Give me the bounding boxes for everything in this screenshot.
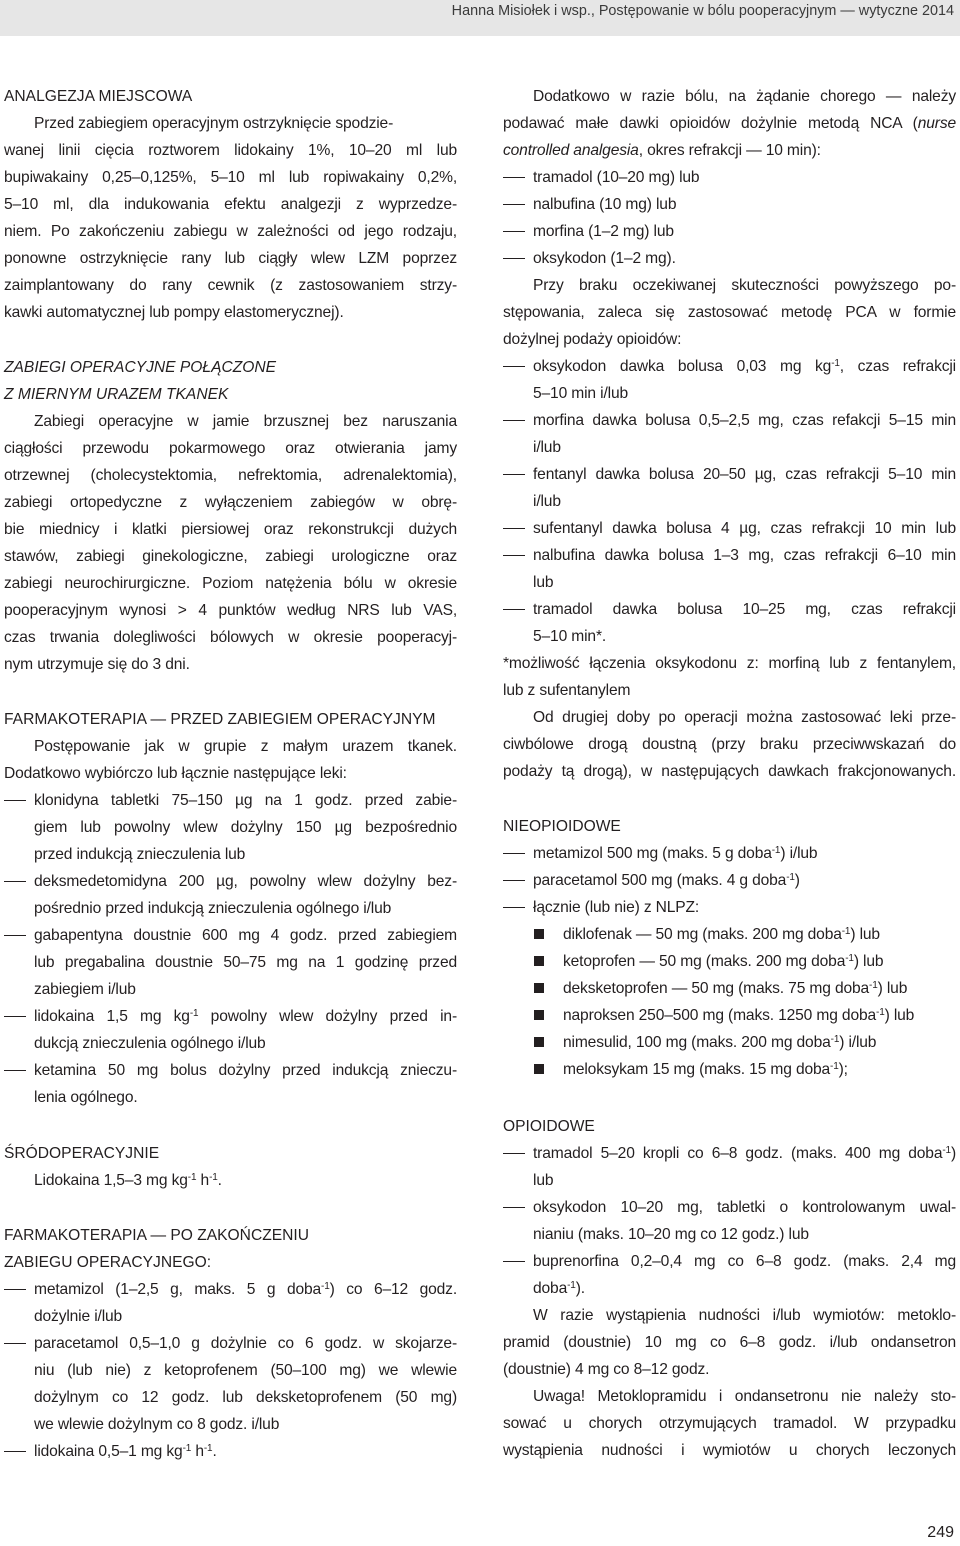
line-text: nalbufina dawka bolusa 1–3 mg, czas refrakcji 6–10 min [533,547,956,564]
line-text: i/lub [533,439,561,456]
superscript: -1 [203,1443,213,1454]
line-text: Przy braku oczekiwanej skuteczności powyższego po- [533,277,956,294]
line-text: ) [794,872,800,889]
line-text: i/lub [533,493,561,510]
dash-list-item [503,218,956,245]
dash-list-item [503,1140,956,1167]
text-line [503,1329,956,1356]
line-text: ciągłości przewodu pokarmowego oraz otwierania jamy [4,440,457,457]
line-text: zabiegiem i/lub [34,981,136,998]
em-dash-bullet-icon [4,1289,26,1290]
text-line [503,137,956,164]
superscript: -1 [876,1007,885,1018]
square-bullet-item [503,1056,956,1083]
text-line [503,272,956,299]
text-line [4,1384,457,1411]
line-text: nym utrzymuje się do 3 dni. [4,656,190,673]
line-text: pośrednio przed indukcją znieczulenia ogólnego i/lub [34,900,392,917]
section-heading [4,1222,457,1249]
square-bullet-icon [534,1037,544,1047]
line-text: ) lub [853,953,884,970]
line-text: ANALGEZJA MIEJSCOWA [4,88,193,105]
section-heading [4,1249,457,1276]
section-heading [4,381,457,408]
line-text: ciwbólowe drogą doustną (przy braku przeciwwskazań do [503,736,956,753]
text-line [4,245,457,272]
line-text: giem lub powolny wlew dożylny 150 µg bezpośrednio [34,819,457,836]
text-line [4,1030,457,1057]
dash-list-item [4,1438,457,1465]
dash-list-item [4,868,457,895]
line-text: ) [950,1145,956,1162]
text-line [503,299,956,326]
line-text: podawać małe dawki opioidów dożylnie metodą NCA ( [503,115,918,132]
line-text: ) i/lub [780,845,818,862]
text-line [503,1167,956,1194]
line-text: Przed zabiegiem operacyjnym ostrzyknięcie spodzie- [34,115,394,132]
em-dash-bullet-icon [503,420,525,421]
dash-list-item [503,596,956,623]
dash-list-item [503,867,956,894]
line-text: nalbufina (10 mg) lub [533,196,677,213]
section-heading [4,354,457,381]
line-text: ŚRÓDOPERACYJNIE [4,1145,160,1162]
em-dash-bullet-icon [4,1070,26,1071]
dash-list-item [4,1003,457,1030]
line-text: nianiu (maks. 10–20 mg co 12 godz.) lub [533,1226,809,1243]
square-bullet-icon [534,1064,544,1074]
line-text: FARMAKOTERAPIA — PO ZAKOŃCZENIU [4,1227,309,1244]
superscript: -1 [182,1443,192,1454]
superscript: -1 [321,1281,330,1292]
superscript: -1 [830,1034,840,1045]
line-text: ) lub [884,1007,915,1024]
line-text: meloksykam 15 mg (maks. 15 mg doba [563,1061,831,1078]
text-line [503,1410,956,1437]
dash-list-item [503,245,956,272]
dash-list-item [503,515,956,542]
line-text: W razie wystąpienia nudności i/lub wymiotów: metoklo- [533,1307,956,1324]
superscript: -1 [831,358,840,369]
text-line [4,597,457,624]
line-text: paracetamol 0,5–1,0 g dożylnie co 6 godz. w skojarze- [34,1335,457,1352]
text-line [4,1411,457,1438]
line-text: nimesulid, 100 mg (maks. 200 mg doba [563,1034,831,1051]
em-dash-bullet-icon [503,231,525,232]
running-header [0,0,960,36]
text-line [4,435,457,462]
text-line [503,1221,956,1248]
line-text: ketamina 50 mg bolus dożylny przed indukcją znieczu- [34,1062,457,1079]
line-text: dożylnym co 12 godz. lub deksketoprofenem (50 mg) [34,1389,457,1406]
text-line [503,1302,956,1329]
line-text: wystąpienia nudności i wymiotów u chorych leczonych [503,1442,956,1459]
text-line [4,408,457,435]
dash-list-item [503,542,956,569]
line-text: powolny wlew dożylny przed in- [198,1008,457,1025]
line-text: ); [838,1061,848,1078]
em-dash-bullet-icon [4,1451,26,1452]
line-text: ) co 6–12 godz. [329,1281,458,1298]
line-text: 5–10 min*. [533,628,607,645]
text-line [4,733,457,760]
text-line [4,137,457,164]
line-text: Dodatkowo w razie bólu, na żądanie chorego — należy [533,88,956,105]
line-text: dukcją znieczulenia ogólnego i/lub [34,1035,266,1052]
line-text: zabiegi neurochirurgiczne. Poziom natężenia bólu w okresie [4,575,457,592]
text-line [503,83,956,110]
line-text: lidokaina 0,5–1 mg kg [34,1443,183,1460]
line-text: otrzewnej (cholecystektomia, nefrektomia, adrenalektomia), [4,467,457,484]
line-text: Postępowanie jak w grupie z małym urazem tkanek. [34,738,457,755]
square-bullet-item [503,1002,956,1029]
line-text: ) lub [850,926,880,943]
superscript: -1 [942,1145,951,1156]
line-text: ZABIEGU OPERACYJNEGO: [4,1254,212,1271]
text-line [503,704,956,731]
section-heading [503,1113,956,1140]
em-dash-bullet-icon [4,881,26,882]
em-dash-bullet-icon [503,853,525,854]
section-heading [4,83,457,110]
line-text: kawki automatycznej lub pompy elastomerycznej). [4,304,344,321]
superscript: -1 [845,953,854,964]
line-text: wanej linii cięcia roztworem lidokainy 1%, 10–20 ml lub [4,142,457,159]
line-text: lub pregabalina doustnie 50–75 mg na 1 godzinę przed [34,954,457,971]
line-text: 5–10 ml, dla indukowania efektu analgezji z wyprzedze- [4,196,457,213]
text-line [503,1437,956,1464]
line-text: tramadol (10–20 mg) lub [533,169,700,186]
text-line [503,650,956,677]
text-line [503,110,956,137]
dash-list-item [4,787,457,814]
line-text: zabiegi ortopedyczne z wyłączeniem zabiegów w obrę- [4,494,457,511]
dash-list-item [503,1194,956,1221]
line-text: stawów, zabiegi ginekologiczne, zabiegi urologiczne oraz [4,548,457,565]
line-text: FARMAKOTERAPIA — PRZED ZABIEGIEM OPERACYJNYM [4,711,436,728]
line-text: przed indukcją znieczulenia lub [34,846,246,863]
superscript: -1 [771,845,781,856]
superscript: -1 [786,872,795,883]
line-text: ). [575,1280,585,1297]
line-text: h [196,1172,210,1189]
text-line [4,949,457,976]
line-text: diklofenak — 50 mg (maks. 200 mg doba [563,926,842,943]
em-dash-bullet-icon [503,258,525,259]
square-bullet-icon [534,956,544,966]
text-line [503,758,956,785]
line-text: pramid (doustnie) 10 mg co 6–8 godz. i/lub ondansetron [503,1334,956,1351]
line-text: , czas refrakcji [839,358,956,375]
text-line [503,569,956,596]
text-line [4,624,457,651]
italic-term: controlled analgesia [503,142,639,159]
italic-term: nurse [917,115,956,132]
line-text: tramadol dawka bolusa 10–25 mg, czas refrakcji [533,601,956,618]
em-dash-bullet-icon [503,880,525,881]
em-dash-bullet-icon [503,474,525,475]
em-dash-bullet-icon [503,609,525,610]
line-text: 5–10 min i/lub [533,385,628,402]
square-bullet-item [503,1029,956,1056]
text-line [503,731,956,758]
line-text: oksykodon 10–20 mg, tabletki o kontrolowanym uwal- [533,1199,956,1216]
line-text: Uwaga! Metoklopramidu i ondansetronu nie należy sto- [533,1388,956,1405]
text-line [4,841,457,868]
line-text: sufentanyl dawka bolusa 4 µg, czas refrakcji 10 min lub [533,520,956,537]
square-bullet-icon [534,1010,544,1020]
text-line [503,488,956,515]
line-text: Z MIERNYM URAZEM TKANEK [4,386,229,403]
line-text: . [212,1443,217,1460]
line-text: klonidyna tabletki 75–150 µg na 1 godz. przed zabie- [34,792,457,809]
line-text: metamizol 500 mg (maks. 5 g doba [533,845,772,862]
superscript: -1 [209,1172,218,1183]
line-text: h [191,1443,204,1460]
text-line [4,110,457,137]
line-text: lub [533,1172,554,1189]
dash-list-item [4,922,457,949]
text-line [4,651,457,678]
line-text: dożylnie i/lub [34,1308,123,1325]
section-heading [4,1140,457,1167]
line-text: podaży tą drogą), w następujących dawkach frakcjonowanych. [503,763,956,780]
text-line [503,623,956,650]
text-line [4,1167,457,1194]
text-line [4,570,457,597]
text-line [503,434,956,461]
line-text: pooperacyjnym wynosi > 4 punktów według NRS lub VAS, [4,602,457,619]
dash-list-item [503,191,956,218]
em-dash-bullet-icon [503,907,525,908]
line-text: gabapentyna doustnie 600 mg 4 godz. przed zabiegiem [34,927,457,944]
line-text: deksketoprofen — 50 mg (maks. 75 mg doba [563,980,870,997]
line-text: (doustnie) 4 mg co 8–12 godz. [503,1361,710,1378]
running-header-text: Hanna Misiołek i wsp., Postępowanie w bólu pooperacyjnym — wytyczne 2014 [451,3,954,19]
line-text: paracetamol 500 mg (maks. 4 g doba [533,872,787,889]
text-line [4,191,457,218]
line-text: deksmedetomidyna 200 µg, powolny wlew dożylny bez- [34,873,457,890]
line-text: ZABIEGI OPERACYJNE POŁĄCZONE [4,359,277,376]
em-dash-bullet-icon [503,555,525,556]
line-text: zaimplantowany do rany cewnik (z zastosowaniem strzy- [4,277,457,294]
line-text: doba [533,1280,568,1297]
dash-list-item [503,840,956,867]
em-dash-bullet-icon [503,1207,525,1208]
line-text: oksykodon (1–2 mg). [533,250,676,267]
text-line [4,462,457,489]
superscript: -1 [869,980,878,991]
dash-list-item [503,407,956,434]
section-heading [503,813,956,840]
line-text: ) lub [877,980,908,997]
text-line [4,272,457,299]
text-line [4,516,457,543]
superscript: -1 [189,1008,199,1019]
line-text: bie miednicy i klatki piersiowej oraz rekonstrukcji dużych [4,521,457,538]
line-text: OPIOIDOWE [503,1118,595,1135]
text-line [4,218,457,245]
square-bullet-item [503,975,956,1002]
line-text: ) i/lub [839,1034,877,1051]
text-line [503,380,956,407]
page-number: 249 [927,1524,954,1541]
line-text: sować u chorych otrzymujących tramadol. W przypadku [503,1415,956,1432]
text-line [4,1357,457,1384]
line-text: niem. Po zakończeniu zabiegu w zależności od jego rodzaju, [4,223,457,240]
line-text: ketoprofen — 50 mg (maks. 200 mg doba [563,953,846,970]
text-line [4,1084,457,1111]
superscript: -1 [187,1172,197,1183]
line-text: . [217,1172,222,1189]
em-dash-bullet-icon [4,1343,26,1344]
line-text: dożylnej podaży opioidów: [503,331,682,348]
em-dash-bullet-icon [4,1016,26,1017]
em-dash-bullet-icon [503,1153,525,1154]
line-text: we wlewie dożylnym co 8 godz. i/lub [34,1416,280,1433]
line-text: buprenorfina 0,2–0,4 mg co 6–8 godz. (maks. 2,4 mg [533,1253,956,1270]
line-text: naproksen 250–500 mg (maks. 1250 mg doba [563,1007,877,1024]
line-text: niu (lub nie) z ketoprofenem (50–100 mg) we wlewie [34,1362,457,1379]
text-line [503,1356,956,1383]
text-line [4,543,457,570]
line-text: Zabiegi operacyjne w jamie brzusznej bez naruszania [34,413,457,430]
em-dash-bullet-icon [4,800,26,801]
line-text: Lidokaina 1,5–3 mg kg [34,1172,188,1189]
dash-list-item [503,164,956,191]
line-text: ponowne ostrzyknięcie rany lub ciągły wlew LZM poprzez [4,250,457,267]
text-line [4,895,457,922]
dash-list-item [4,1057,457,1084]
line-text: Dodatkowo wybiórczo lub łącznie następujące leki: [4,765,347,782]
text-line [4,760,457,787]
text-line [503,677,956,704]
text-line [503,1383,956,1410]
line-text: tramadol 5–20 kropli co 6–8 godz. (maks. 400 mg doba [533,1145,943,1162]
dash-list-item [4,1276,457,1303]
line-text: morfina (1–2 mg) lub [533,223,674,240]
text-line [4,164,457,191]
em-dash-bullet-icon [503,1261,525,1262]
line-text: lenia ogólnego. [34,1089,138,1106]
line-text: lub z sufentanylem [503,682,631,699]
text-line [4,489,457,516]
text-line [503,326,956,353]
line-text: bupiwakainy 0,25–0,125%, 5–10 ml lub ropiwakainy 0,2%, [4,169,457,186]
line-text: lub [533,574,554,591]
dash-list-item [503,894,956,921]
dash-list-item [503,1248,956,1275]
text-line [4,1303,457,1330]
line-text: łącznie (lub nie) z NLPZ: [533,899,700,916]
line-text: fentanyl dawka bolusa 20–50 µg, czas refrakcji 5–10 min [533,466,956,483]
line-text: czas trwania dolegliwości bólowych w okresie pooperacyj- [4,629,457,646]
line-text: Od drugiej doby po operacji można zastosować leki prze- [533,709,956,726]
dash-list-item [503,353,956,380]
line-text: lidokaina 1,5 mg kg [34,1008,190,1025]
line-text: *możliwość łączenia oksykodonu z: morfiną lub z fentanylem, [503,655,956,672]
em-dash-bullet-icon [503,366,525,367]
em-dash-bullet-icon [503,204,525,205]
superscript: -1 [830,1061,839,1072]
square-bullet-item [503,921,956,948]
square-bullet-icon [534,983,544,993]
line-text: NIEOPIOIDOWE [503,818,621,835]
line-text: oksykodon dawka bolusa 0,03 mg kg [533,358,832,375]
text-line [503,1275,956,1302]
line-text: morfina dawka bolusa 0,5–2,5 mg, czas refakcji 5–15 min [533,412,956,429]
text-line [4,299,457,326]
text-line [4,814,457,841]
square-bullet-item [503,948,956,975]
superscript: -1 [841,926,851,937]
em-dash-bullet-icon [503,177,525,178]
dash-list-item [503,461,956,488]
em-dash-bullet-icon [4,935,26,936]
line-text: , okres refrakcji — 10 min): [638,142,821,159]
square-bullet-icon [534,929,544,939]
text-line [4,976,457,1003]
section-heading [4,706,457,733]
line-text: metamizol (1–2,5 g, maks. 5 g doba [34,1281,322,1298]
superscript: -1 [567,1280,576,1291]
line-text: stępowania, zaleca się zastosować metodę PCA w formie [503,304,956,321]
dash-list-item [4,1330,457,1357]
em-dash-bullet-icon [503,528,525,529]
